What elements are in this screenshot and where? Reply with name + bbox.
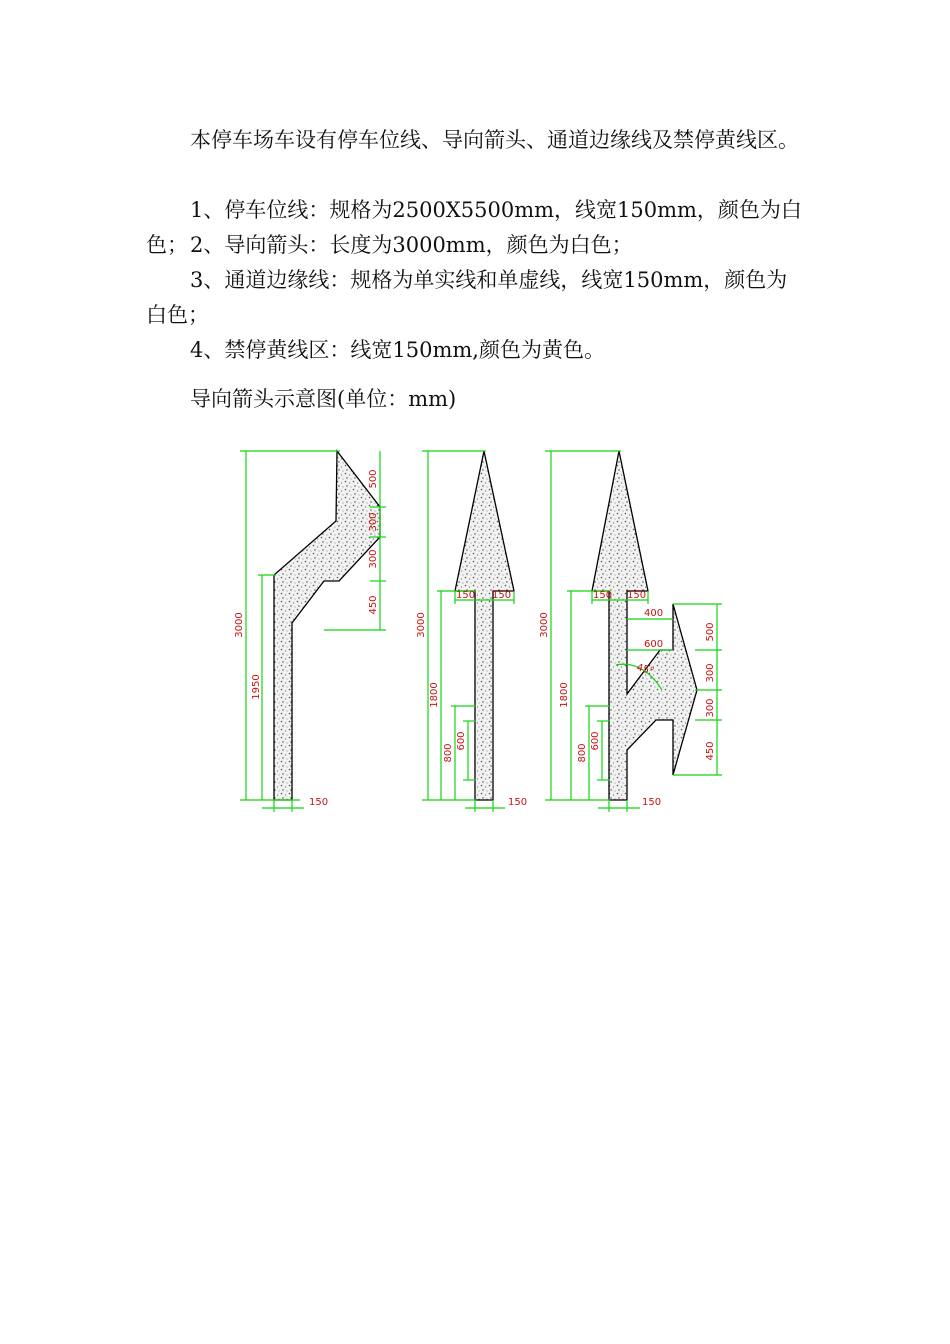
left-seg2-label: 300 (368, 512, 379, 532)
arrow-diagram (216, 436, 736, 816)
right-seg4-label: 450 (705, 741, 716, 761)
item-lane-edge-line: 3、通道边缘线：规格为单实线和单虚线，线宽150mm，颜色为白色； (146, 268, 788, 327)
right-seg1-label: 500 (705, 622, 716, 642)
left-turn-arrow-shape (274, 451, 380, 800)
mid-600-label: 600 (456, 731, 467, 751)
mid-head-right-label: 150 (492, 590, 512, 601)
mid-total-label: 3000 (416, 612, 427, 638)
straight-right-arrow (539, 451, 722, 812)
item-no-parking-zone: 4、禁停黄线区：线宽150mm,颜色为黄色。 (190, 338, 605, 362)
right-seg3-label: 300 (705, 698, 716, 718)
straight-right-arrow-shape (592, 451, 697, 800)
mid-width-label: 150 (508, 797, 528, 808)
right-400-label: 400 (644, 608, 664, 619)
item-guide-arrow: 2、导向箭头：长度为3000mm，颜色为白色； (190, 233, 633, 257)
left-total-label: 3000 (234, 612, 245, 638)
mid-head-left-label: 150 (456, 590, 476, 601)
mid-800-label: 800 (443, 743, 454, 763)
right-head-left-label: 150 (593, 590, 613, 601)
diagram-caption: 导向箭头示意图(单位：mm) (190, 387, 457, 411)
intro-paragraph: 本停车场车设有停车位线、导向箭头、通道边缘线及禁停黄线区。 (190, 128, 799, 152)
item-parking-line: 1、停车位线：规格为2500X5500mm，线宽150mm，颜色为白色； (146, 198, 802, 257)
left-stem-label: 1950 (251, 674, 262, 700)
right-seg2-label: 300 (705, 663, 716, 683)
mid-stem-label: 1800 (429, 682, 440, 708)
left-seg1-label: 500 (368, 469, 379, 489)
left-seg3-label: 300 (368, 549, 379, 569)
right-stem-label: 1800 (559, 682, 570, 708)
left-turn-arrow (234, 451, 386, 812)
right-total-label: 3000 (539, 612, 550, 638)
right-head-right-label: 150 (627, 590, 647, 601)
right-width-label: 150 (642, 797, 662, 808)
right-angle-label: 45° (635, 662, 656, 678)
straight-arrow (416, 451, 527, 812)
left-seg4-label: 450 (368, 595, 379, 615)
left-width-label: 150 (309, 797, 329, 808)
right-600-offset-label: 600 (644, 639, 664, 650)
right-800-label: 800 (577, 743, 588, 763)
right-600-label: 600 (590, 731, 601, 751)
